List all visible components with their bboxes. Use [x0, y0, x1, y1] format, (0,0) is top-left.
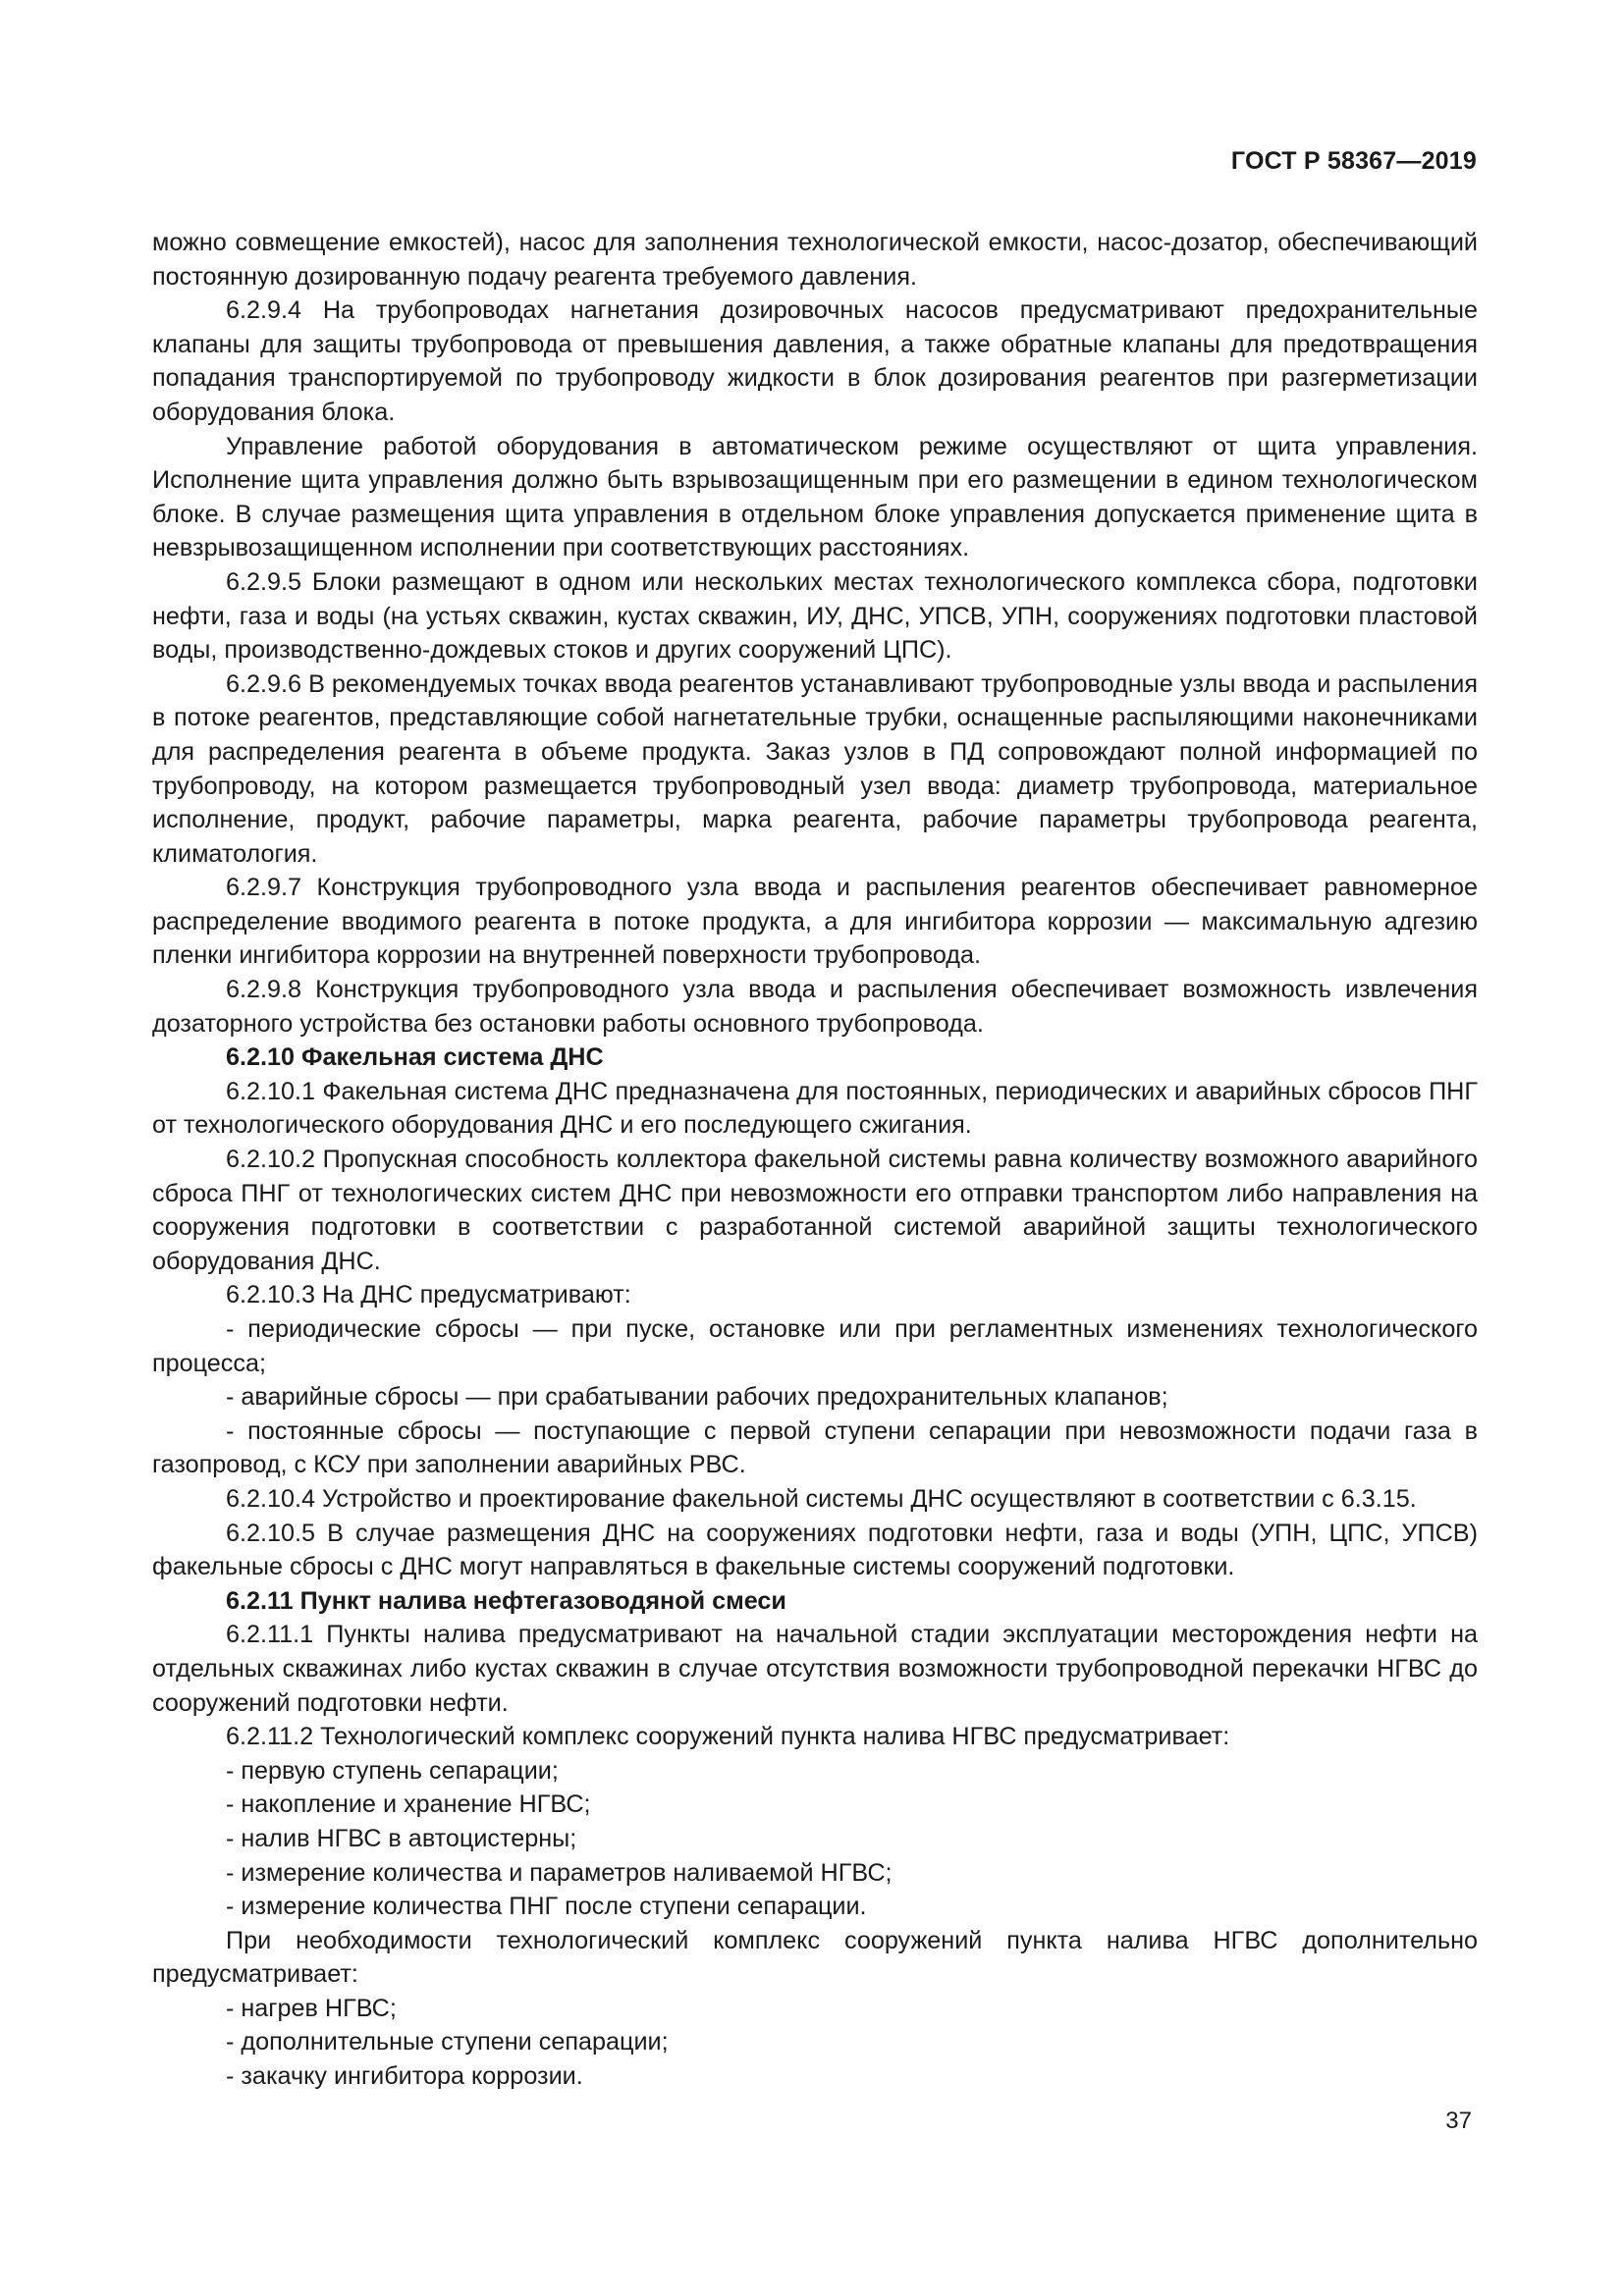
list-item: - аварийные сбросы — при срабатывании рабочих предохранительных клапанов;: [226, 1383, 1168, 1412]
section-heading: 6.2.10 Факельная система ДНС: [226, 1043, 604, 1072]
list-item: - первую ступень сепарации;: [226, 1756, 559, 1785]
page-number: 37: [1445, 2108, 1472, 2134]
body-paragraph: 6.2.9.7 Конструкция трубопроводного узла ввода и распыления реагентов обеспечивает равномерное распределение вводимого реагента в потоке продукта, а для ингибитора коррозии — максимальную адгезию пленки ингибитора коррозии на внутренней поверхности трубопровода.: [152, 874, 1478, 970]
list-item: - дополнительные ступени сепарации;: [226, 2028, 669, 2056]
body-paragraph: Управление работой оборудования в автоматическом режиме осуществляют от щита управления. Исполнение щита управления должно быть взрывозащищенным при его размещении в едином технологическом блоке. В случае размещения щита управления в отдельном блоке управления допускается применение щита в невзрывозащищенном исполнении при соответствующих расстояниях.: [152, 432, 1478, 562]
list-item: - налив НГВС в автоцистерны;: [226, 1824, 577, 1852]
body-paragraph: 6.2.9.8 Конструкция трубопроводного узла ввода и распыления обеспечивает возможность извлечения дозаторного устройства без остановки работы основного трубопровода.: [152, 976, 1478, 1038]
body-paragraph: 6.2.9.5 Блоки размещают в одном или нескольких местах технологического комплекса сбора, подготовки нефти, газа и воды (на устьях скважин, кустах скважин, ИУ, ДНС, УПСВ, УПН, сооружениях подготовки пластовой воды, производственно-дождевых стоков и других сооружений ЦПС).: [152, 567, 1478, 665]
body-paragraph: При необходимости технологический комплекс сооружений пункта налива НГВС дополнительно предусматривает:: [152, 1926, 1478, 1989]
body-paragraph: 6.2.11.1 Пункты налива предусматривают на начальной стадии эксплуатации месторождения нефти на отдельных скважинах либо кустах скважин в случае отсутствия возможности трубопроводной перекачки НГВС до сооружений подготовки нефти.: [152, 1621, 1478, 1717]
list-item: - измерение количества и параметров наливаемой НГВС;: [226, 1858, 893, 1887]
body-paragraph: 6.2.9.6 В рекомендуемых точках ввода реагентов устанавливают трубопроводные узлы ввода и распыления в потоке реагентов, представляющие собой нагнетательные трубки, оснащенные распыляющими наконечниками для распределения реагента в объеме продукта. Заказ узлов в ПД сопровождают полной информацией по трубопроводу, на котором размещается трубопроводный узел ввода: диаметр трубопровода, материальное исполнение, продукт, рабочие параметры, марка реагента, рабочие параметры трубопровода реагента, климатология.: [152, 669, 1478, 868]
body-paragraph: 6.2.10.1 Факельная система ДНС предназначена для постоянных, периодических и аварийных сбросов ПНГ от технологического оборудования ДНС и его последующего сжигания.: [152, 1077, 1478, 1140]
body-paragraph: можно совмещение емкостей), насос для заполнения технологической емкости, насос-дозатор, обеспечивающий постоянную дозированную подачу реагента требуемого давления.: [152, 229, 1478, 291]
list-item: - постоянные сбросы — поступающие с первой ступени сепарации при невозможности подачи газа в газопровод, с КСУ при заполнении аварийных РВС.: [152, 1416, 1478, 1479]
section-heading: 6.2.11 Пункт налива нефтегазоводяной смеси: [226, 1586, 786, 1615]
document-standard-header: ГОСТ Р 58367—2019: [1230, 147, 1477, 175]
document-body: [152, 226, 1478, 2094]
body-paragraph: 6.2.10.4 Устройство и проектирование факельной системы ДНС осуществляют в соответствии с 6.3.15.: [226, 1484, 1417, 1513]
body-paragraph: 6.2.10.3 На ДНС предусматривают:: [226, 1281, 631, 1309]
body-paragraph: 6.2.10.2 Пропускная способность коллектора факельной системы равна количеству возможного аварийного сброса ПНГ от технологических систем ДНС при невозможности его отправки транспортом либо направления на сооружения подготовки в соответствии с разработанной системой аварийной защиты технологического оборудования ДНС.: [152, 1146, 1478, 1275]
list-item: - накопление и хранение НГВС;: [226, 1790, 591, 1819]
body-paragraph: 6.2.9.4 На трубопроводах нагнетания дозировочных насосов предусматривают предохранительные клапаны для защиты трубопровода от превышения давления, а также обратные клапаны для предотвращения попадания транспортируемой по трубопроводу жидкости в блок дозирования реагентов при разгерметизации оборудования блока.: [152, 296, 1478, 426]
list-item: - закачку ингибитора коррозии.: [226, 2062, 583, 2091]
list-item: - измерение количества ПНГ после ступени сепарации.: [226, 1893, 867, 1921]
body-paragraph: 6.2.11.2 Технологический комплекс сооружений пункта налива НГВС предусматривает:: [226, 1723, 1230, 1751]
list-item: - периодические сбросы — при пуске, остановке или при регламентных изменениях технологического процесса;: [152, 1315, 1478, 1377]
body-paragraph: 6.2.10.5 В случае размещения ДНС на сооружениях подготовки нефти, газа и воды (УПН, ЦПС, УПСВ) факельные сбросы с ДНС могут направляться в факельные системы сооружений подготовки.: [152, 1519, 1478, 1581]
list-item: - нагрев НГВС;: [226, 1994, 397, 2022]
